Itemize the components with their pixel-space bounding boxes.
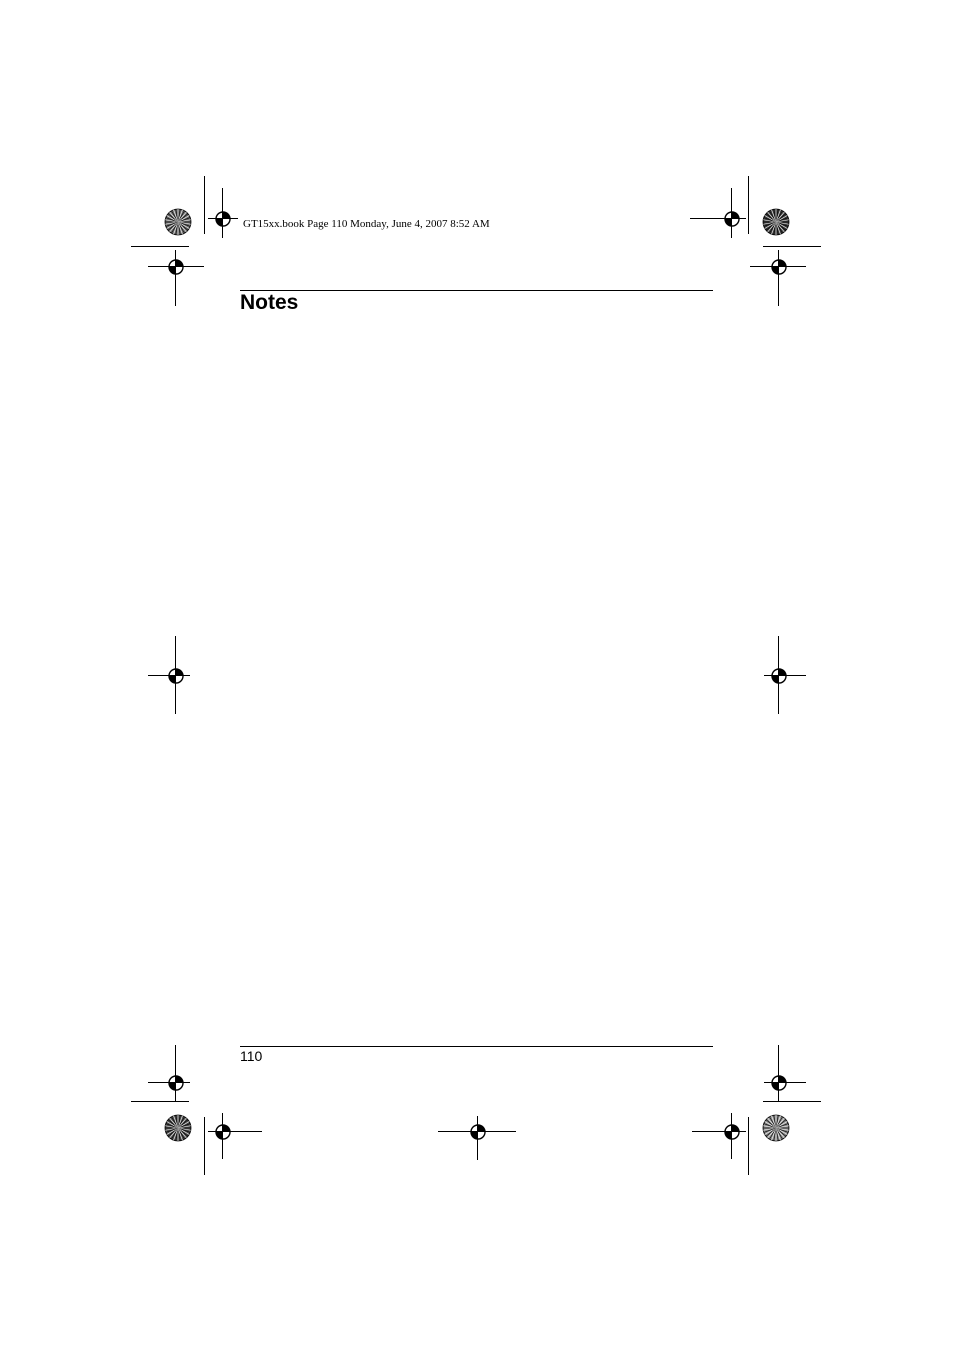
starburst-calibration-icon [164, 1114, 192, 1142]
starburst-calibration-icon [164, 208, 192, 236]
crop-line-top-left-horizontal [131, 246, 189, 247]
registration-target-icon [769, 1073, 789, 1093]
crop-line-top-left-vertical [204, 176, 205, 234]
crop-line-bottom-left-horizontal [131, 1101, 189, 1102]
crop-line-bottom-left-vertical [204, 1117, 205, 1175]
crop-line-bottom-right-vertical [748, 1117, 749, 1175]
page-number: 110 [240, 1048, 263, 1064]
starburst-calibration-icon [762, 208, 790, 236]
starburst-calibration-icon [762, 1114, 790, 1142]
registration-target-icon [213, 1122, 233, 1142]
registration-target-icon [769, 666, 789, 686]
registration-target-icon [213, 209, 233, 229]
registration-target-icon [468, 1122, 488, 1142]
registration-target-icon [722, 209, 742, 229]
registration-target-icon [769, 257, 789, 277]
registration-target-icon [722, 1122, 742, 1142]
registration-target-icon [166, 666, 186, 686]
page-title: Notes [240, 291, 299, 314]
crop-line-top-right-vertical [748, 176, 749, 234]
title-rule [240, 290, 713, 291]
print-slug: GT15xx.book Page 110 Monday, June 4, 2007 8:52 AM [243, 218, 490, 230]
crop-line-top-right-horizontal [763, 246, 821, 247]
registration-target-icon [166, 1073, 186, 1093]
crop-line-bottom-right-horizontal [763, 1101, 821, 1102]
footer-rule [240, 1046, 713, 1047]
registration-target-icon [166, 257, 186, 277]
